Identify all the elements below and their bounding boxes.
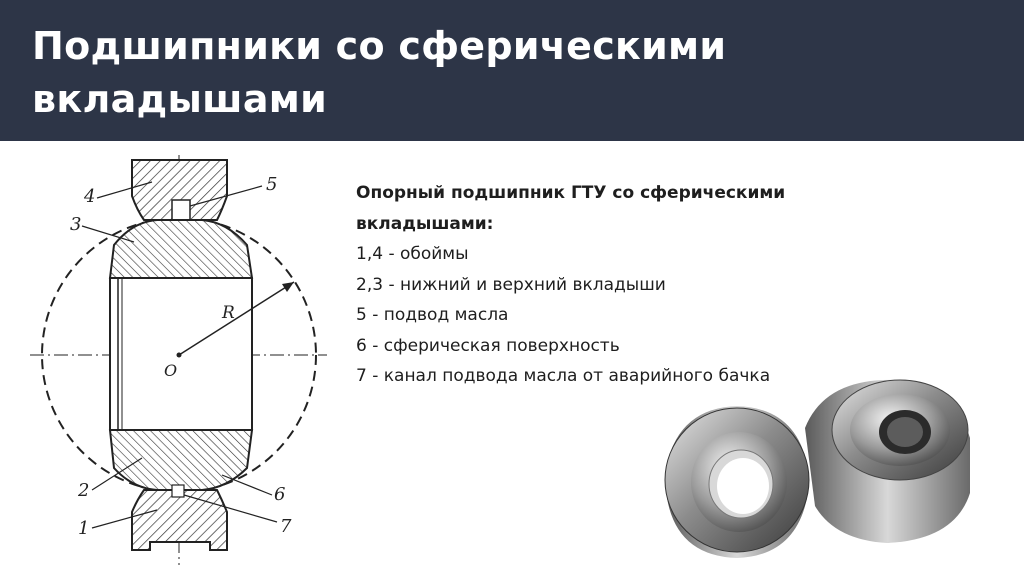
label-7: 7 bbox=[280, 516, 292, 537]
slide-title: Подшипники со сферическими вкладышами bbox=[32, 24, 727, 121]
label-1: 1 bbox=[78, 518, 90, 539]
label-2: 2 bbox=[78, 480, 90, 501]
list-item: 6 - сферическая поверхность bbox=[356, 335, 620, 356]
list-item: 5 - подвод масла bbox=[356, 305, 509, 325]
list-item: 1,4 - обоймы bbox=[356, 244, 469, 264]
list-item: 2,3 - нижний и верхний вкладыши bbox=[356, 274, 666, 295]
description-heading: Опорный подшипник ГТУ со сферическими вкладышами: bbox=[356, 183, 786, 234]
label-5: 5 bbox=[266, 174, 278, 195]
bearing-section-drawing bbox=[22, 150, 342, 570]
label-O: O bbox=[164, 361, 178, 380]
label-6: 6 bbox=[274, 484, 286, 505]
description-block bbox=[356, 178, 916, 392]
header-bar bbox=[0, 0, 1024, 141]
label-R: R bbox=[222, 303, 235, 323]
label-3: 3 bbox=[70, 214, 82, 235]
label-4: 4 bbox=[84, 186, 96, 207]
spherical-bearing-photo bbox=[655, 368, 985, 568]
list-item: 7 - канал подвода масла от аварийного бачка bbox=[356, 366, 771, 386]
